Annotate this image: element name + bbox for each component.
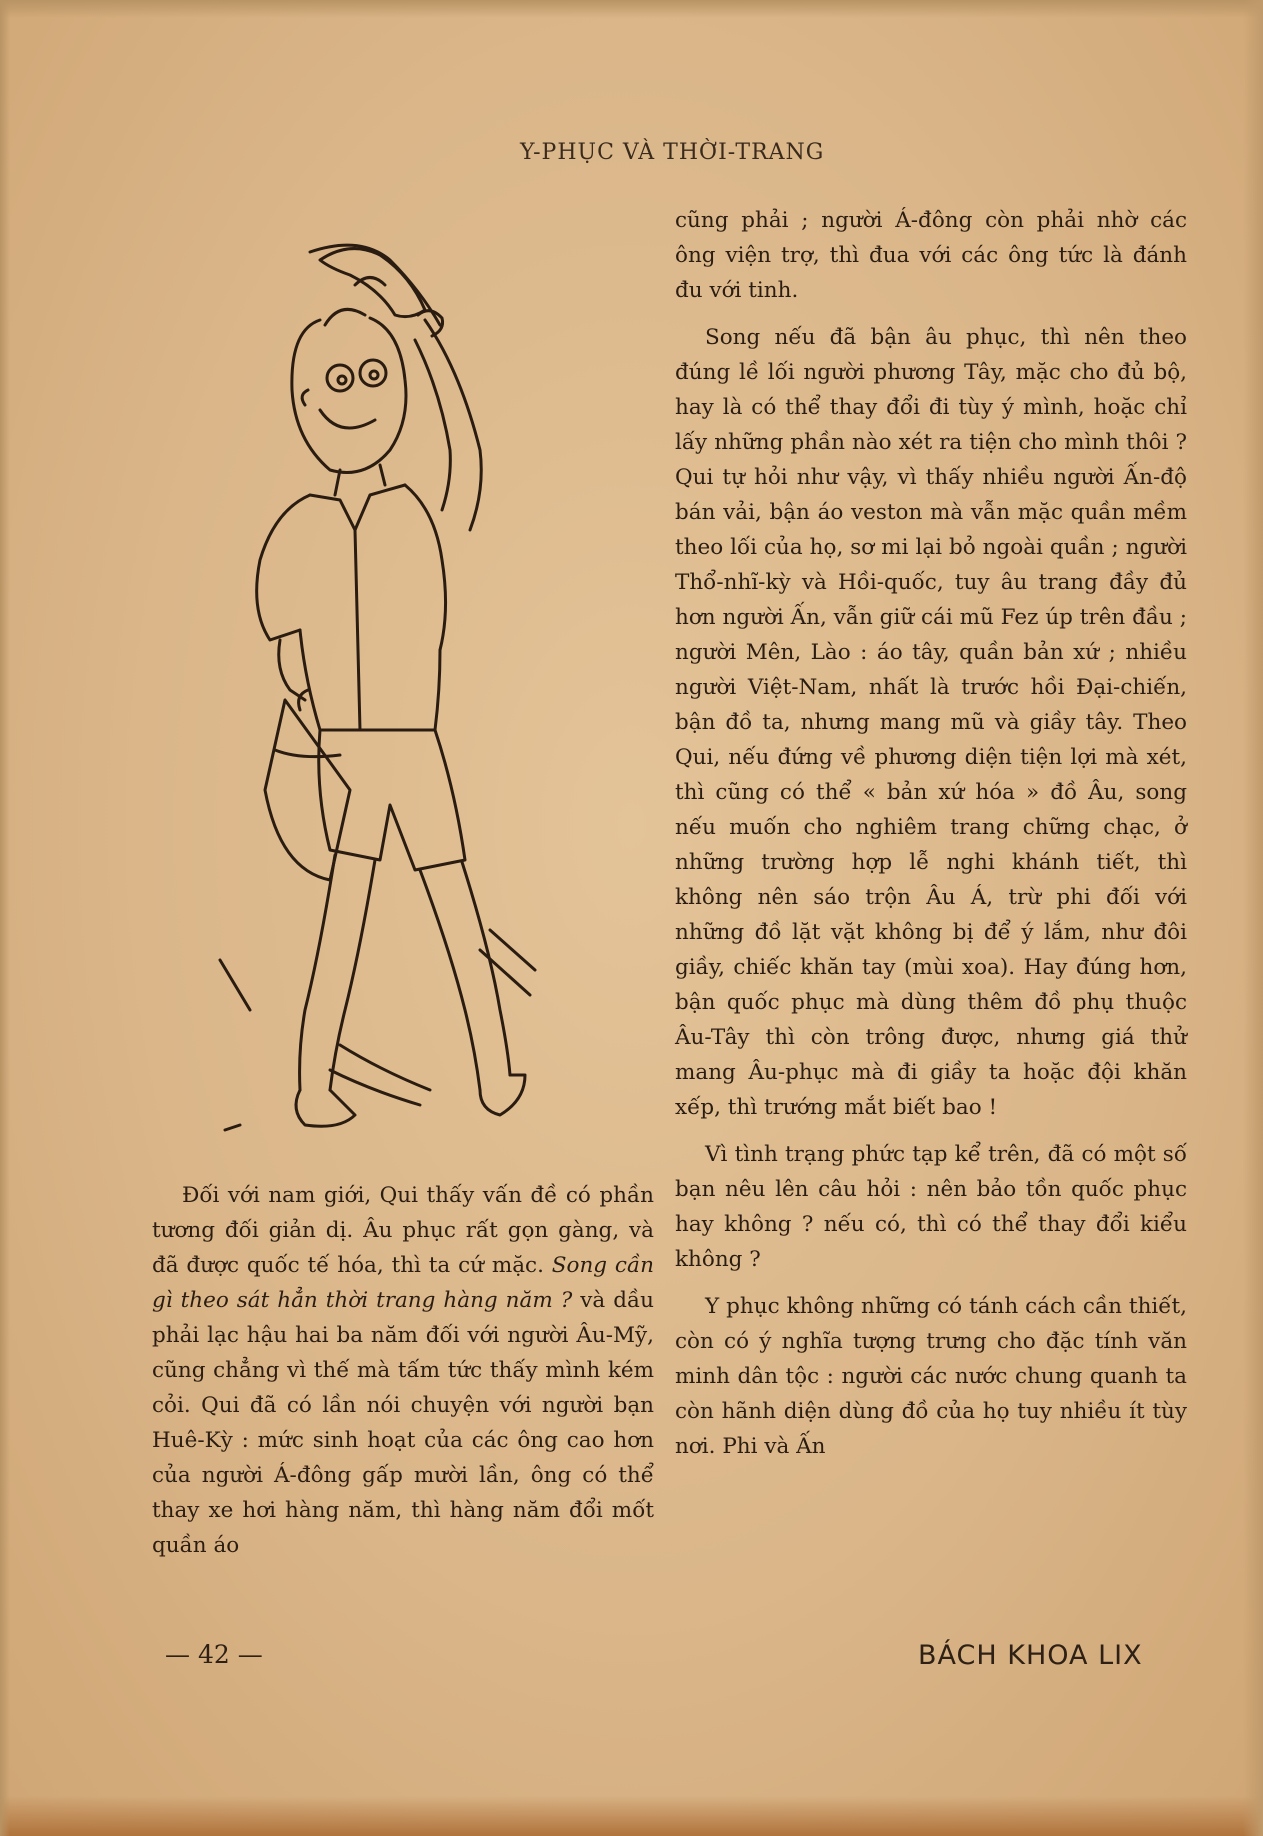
- italic-text-run: Song cần gì theo sát hẳn thời trang hàng năm ?: [152, 1253, 654, 1313]
- text-run: và dầu phải lạc hậu hai ba năm đối với người Âu-Mỹ, cũng chẳng vì thế mà tấm tức thấy mình kém cỏi. Qui đã có lần nói chuyện với người bạn Huê-Kỳ : mức sinh hoạt của các ông cao hơn của người Á-đông gấp mười lần, ông có thể thay xe hơi hàng năm, thì hàng năm đổi mốt quần áo: [152, 1288, 654, 1558]
- paragraph: cũng phải ; người Á-đông còn phải nhờ các ông viện trợ, thì đua với các ông tức là đánh đu với tinh.: [675, 208, 1187, 303]
- right-text-column: [675, 203, 1187, 1476]
- text-run: Đối với nam giới, Qui thấy vấn đề có phần tương đối giản dị. Âu phục rất gọn gàng, và đã được quốc tế hóa, thì ta cứ mặc.: [152, 1183, 654, 1278]
- paragraph: [152, 1178, 654, 1563]
- paper-edge-left: [0, 0, 10, 1836]
- walking-man-illustration: [180, 230, 580, 1150]
- magazine-footer: BÁCH KHOA LIX: [918, 1640, 1143, 1671]
- paragraph: Y phục không những có tánh cách cần thiết, còn có ý nghĩa tượng trưng cho đặc tính văn minh dân tộc : người các nước chung quanh ta còn hãnh diện dùng đồ của họ tuy nhiều ít tùy nơi. Phi và Ấn: [675, 1294, 1187, 1459]
- page-number: — 42 —: [165, 1640, 263, 1669]
- paper-edge-top: [0, 0, 1263, 18]
- paper-edge-right: [1243, 0, 1263, 1836]
- paragraph: Vì tình trạng phức tạp kể trên, đã có một số bạn nêu lên câu hỏi : nên bảo tồn quốc phục hay không ? nếu có, thì có thể thay đổi kiểu không ?: [675, 1142, 1187, 1272]
- paragraph: Song nếu đã bận âu phục, thì nên theo đúng lề lối người phương Tây, mặc cho đủ bộ, hay là có thể thay đổi đi tùy ý mình, hoặc chỉ lấy những phần nào xét ra tiện cho mình thôi ? Qui tự hỏi như vậy, vì thấy nhiều người Ấn-độ bán vải, bận áo veston mà vẫn mặc quần mềm theo lối của họ, sơ mi lại bỏ ngoài quần ; người Thổ-nhĩ-kỳ và Hồi-quốc, tuy âu trang đầy đủ hơn người Ấn, vẫn giữ cái mũ Fez úp trên đầu ; người Mên, Lào : áo tây, quần bản xứ ; nhiều người Việt-Nam, nhất là trước hồi Đại-chiến, bận đồ ta, nhưng mang mũ và giầy tây. Theo Qui, nếu đứng về phương diện tiện lợi mà xét, thì cũng có thể « bản xứ hóa » đồ Âu, song nếu muốn cho nghiêm trang chững chạc, ở những trường hợp lễ nghi khánh tiết, thì không nên sáo trộn Âu Á, trừ phi đối với những đồ lặt vặt không bị để ý lắm, như đôi giầy, chiếc khăn tay (mùi xoa). Hay đúng hơn, bận quốc phục mà dùng thêm đồ phụ thuộc Âu-Tây thì còn trông được, nhưng giá thử mang Âu-phục mà đi giầy ta hoặc đội khăn xếp, thì trướng mắt biết bao !: [675, 325, 1187, 1120]
- paper-edge-bottom: [0, 1796, 1263, 1836]
- running-title: Y-PHỤC VÀ THỜI-TRANG: [520, 140, 825, 165]
- left-text-column: [152, 1178, 654, 1575]
